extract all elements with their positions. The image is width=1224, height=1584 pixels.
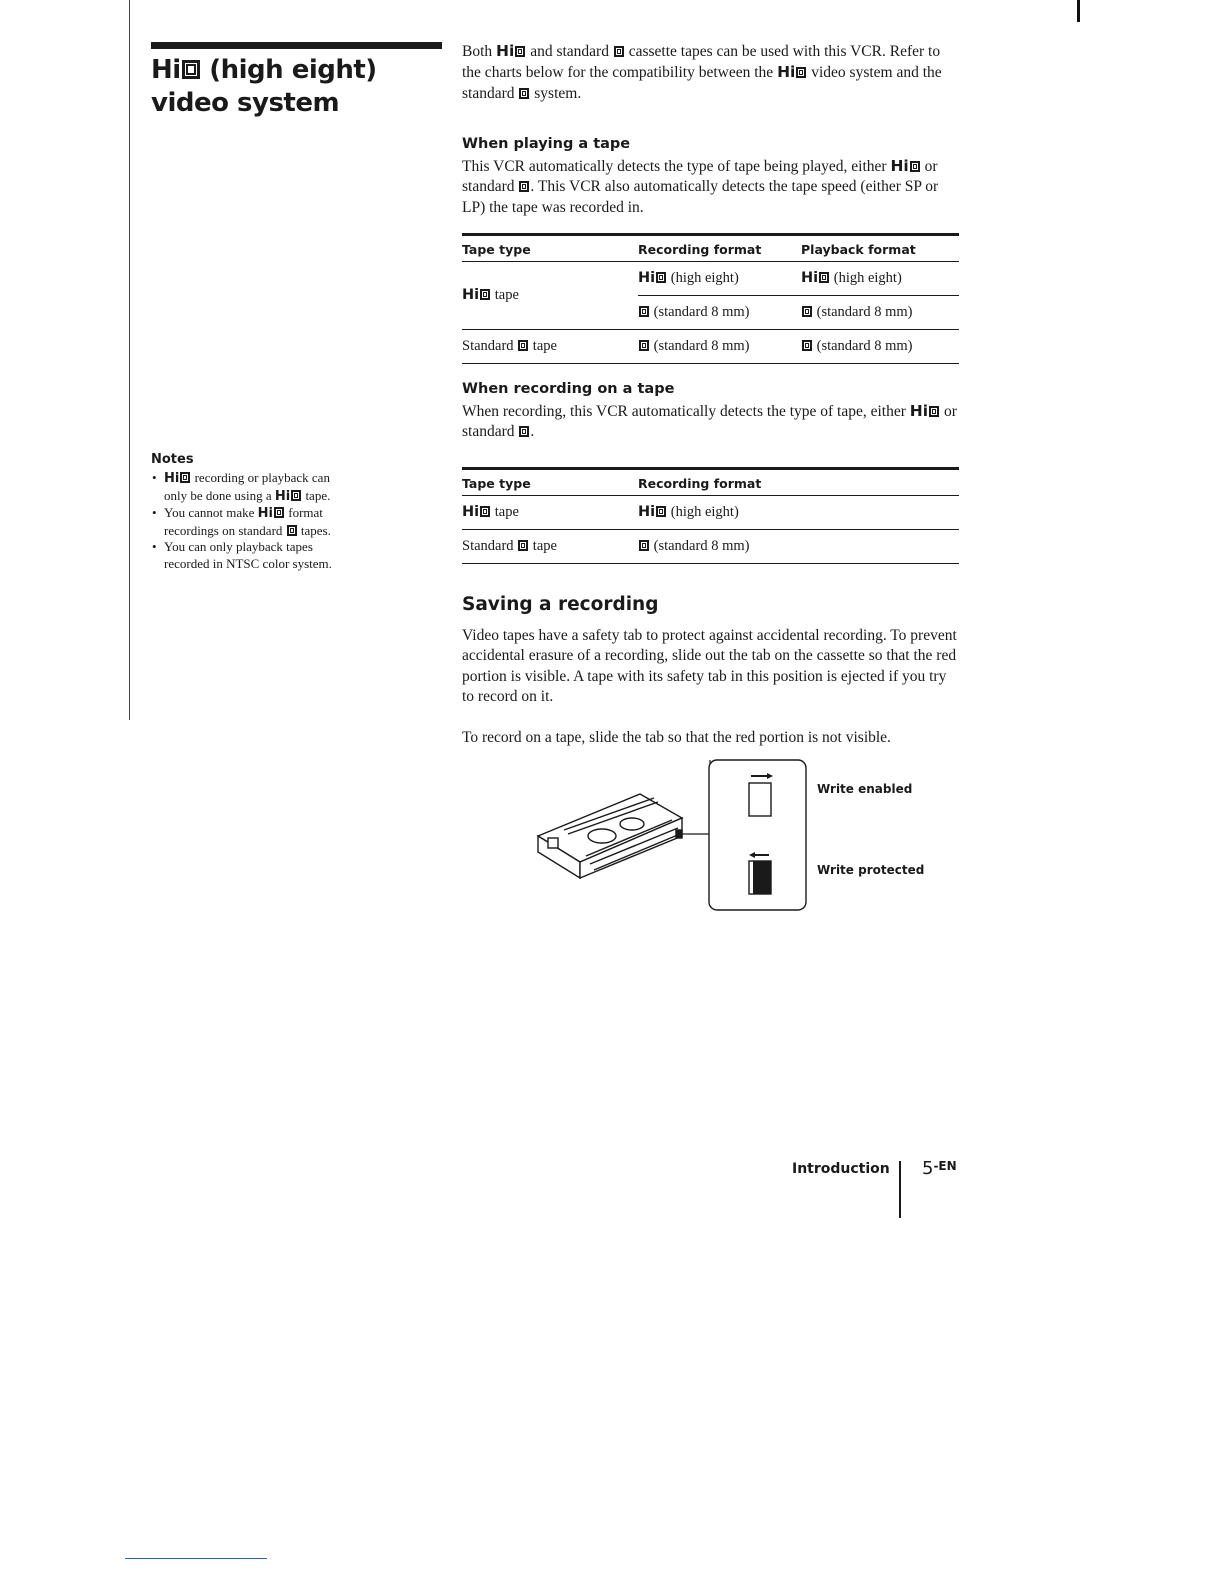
- eight-mark-icon: [274, 507, 284, 518]
- hi-text: Hi: [638, 270, 656, 286]
- eight-mark-icon: [802, 306, 812, 317]
- cell-text: (standard 8 mm): [813, 338, 913, 354]
- notes-heading: Notes: [151, 452, 194, 467]
- table-row: [462, 262, 959, 296]
- eight-mark-icon: [614, 46, 624, 57]
- cell-text: tape: [491, 504, 519, 520]
- text: or standard: [462, 158, 938, 196]
- eight-mark-icon: [819, 272, 829, 283]
- hi-text: Hi: [462, 504, 480, 520]
- eight-mark-icon: [518, 340, 528, 351]
- hi-text: Hi: [801, 270, 819, 286]
- title-rest: (high eight): [200, 55, 377, 85]
- note-text: You cannot make: [164, 505, 258, 520]
- note-text: tape.: [302, 487, 331, 503]
- eight-mark-icon: [802, 340, 812, 351]
- cell-text: (high eight): [667, 270, 739, 286]
- page-edge-mark: [1077, 0, 1080, 22]
- cell-text: tape: [491, 287, 519, 303]
- saving-paragraph-1: Video tapes have a safety tab to protect against accidental recording. To prevent accidental erasure of a recording, slide out the tab on the cassette so that the red portion is visible. A tape with its safety tab in this position is ejected if you try to record on it.: [462, 627, 957, 705]
- table-cell: [462, 262, 638, 330]
- note-item-1: [151, 470, 341, 505]
- eight-mark-icon: [639, 306, 649, 317]
- hi-text: Hi: [164, 471, 180, 486]
- text: or standard: [462, 403, 957, 441]
- playing-heading: When playing a tape: [462, 136, 631, 152]
- page-title: [151, 54, 441, 120]
- eight-mark-icon: [519, 181, 529, 192]
- eight-mark-icon: [180, 472, 190, 483]
- eight-mark-icon: [518, 540, 528, 551]
- eight-mark-icon: [796, 67, 806, 78]
- eight-mark-icon: [291, 490, 301, 501]
- hi-text: Hi: [777, 63, 796, 82]
- page-number: [922, 1158, 957, 1179]
- hi-text: Hi: [638, 504, 656, 520]
- text: video system and the standard: [462, 64, 942, 102]
- cell-text: tape: [529, 338, 557, 354]
- table-cell: [638, 262, 801, 296]
- eight-mark-icon: [656, 272, 666, 283]
- footer-section-name: Introduction: [792, 1161, 890, 1177]
- cell-text: (high eight): [830, 270, 902, 286]
- table-cell: [638, 496, 959, 530]
- hi-text: Hi: [274, 488, 291, 504]
- table-cell: [462, 530, 638, 564]
- note-text: format recordings on standard: [164, 505, 323, 538]
- table-cell: [638, 296, 801, 330]
- table-row: [462, 496, 959, 530]
- note-item-3: • You can only playback tapes recorded in NTSC color system.: [151, 539, 341, 572]
- table-cell: [801, 330, 959, 364]
- col-header: Recording format: [638, 469, 959, 496]
- saving-heading: Saving a recording: [462, 594, 659, 615]
- cell-text: (standard 8 mm): [650, 338, 750, 354]
- eight-mark-icon: [910, 161, 920, 172]
- hi-text: Hi: [890, 157, 909, 175]
- table-cell: [462, 330, 638, 364]
- recording-paragraph: [462, 401, 962, 443]
- hi-text: Hi: [257, 506, 273, 521]
- hi-text: Hi: [462, 287, 480, 303]
- note-text: tapes.: [297, 522, 331, 538]
- eight-mark-icon: [480, 289, 490, 300]
- notes-list: [151, 470, 341, 572]
- notes: [151, 452, 341, 572]
- title-line-2: video system: [151, 88, 340, 118]
- title-rule: [151, 42, 442, 49]
- cassette-safety-tab-figure: [530, 758, 950, 914]
- table-cell: [801, 262, 959, 296]
- text: .: [530, 423, 535, 441]
- table-row: [462, 330, 959, 364]
- table-cell: [638, 330, 801, 364]
- footer-divider: [899, 1161, 901, 1218]
- eight-mark-icon: [515, 46, 525, 57]
- page-number-value: 5: [922, 1158, 934, 1179]
- write-enabled-label: Write enabled: [817, 782, 913, 796]
- cell-text: (standard 8 mm): [650, 304, 750, 320]
- table-header-row: [462, 469, 959, 496]
- intro-paragraph: [462, 41, 962, 104]
- bottom-rule: [125, 1558, 267, 1559]
- table-cell: [462, 496, 638, 530]
- cell-text: (standard 8 mm): [813, 304, 913, 320]
- recording-heading: When recording on a tape: [462, 381, 675, 397]
- saving-paragraph-2: To record on a tape, slide the tab so that the red portion is not visible.: [462, 729, 891, 746]
- cell-text: (standard 8 mm): [650, 538, 750, 554]
- col-header: Tape type: [462, 469, 638, 496]
- eight-mark-icon: [519, 88, 529, 99]
- note-item-2: [151, 505, 341, 539]
- write-protected-label: Write protected: [817, 863, 925, 877]
- cassette-icon: [538, 794, 682, 878]
- text: and standard: [526, 43, 613, 60]
- col-header: Playback format: [801, 235, 959, 262]
- table-cell: [638, 530, 959, 564]
- hi-text: Hi: [496, 42, 515, 60]
- page-number-suffix: -EN: [933, 1159, 957, 1173]
- table-row: [462, 530, 959, 564]
- text: . This VCR also automatically detects the tape speed (either SP or LP) the tape was recorded in.: [462, 178, 939, 216]
- eight-mark-icon: [639, 540, 649, 551]
- text: Both: [462, 43, 497, 60]
- col-header: Tape type: [462, 235, 638, 262]
- note-text: recording or playback can only be done using a: [164, 470, 330, 503]
- eight-mark-icon: [929, 406, 939, 417]
- text: When recording, this VCR automatically detects the type of tape, either: [462, 403, 910, 420]
- col-header: Recording format: [638, 235, 801, 262]
- playing-paragraph: [462, 156, 962, 218]
- eight-mark-icon: [182, 60, 200, 79]
- recording-format-table: [462, 467, 959, 564]
- text: cassette tapes can be used with this VCR. Refer to the charts below for the compatibility between the: [462, 43, 941, 82]
- cell-text: Standard: [462, 338, 518, 354]
- cell-text: (high eight): [667, 504, 739, 520]
- text: This VCR automatically detects the type of tape being played, either: [462, 158, 891, 175]
- eight-mark-icon: [519, 426, 529, 437]
- title-line-1: [151, 54, 441, 87]
- cell-text: Standard: [462, 538, 518, 554]
- eight-mark-icon: [480, 506, 490, 517]
- table-cell: [801, 296, 959, 330]
- hi-text: Hi: [909, 402, 929, 420]
- eight-mark-icon: [656, 506, 666, 517]
- playback-compat-table: [462, 233, 959, 364]
- cell-text: tape: [529, 538, 557, 554]
- text: system.: [530, 84, 582, 102]
- title-hi: Hi: [151, 55, 181, 85]
- table-header-row: [462, 235, 959, 262]
- eight-mark-icon: [639, 340, 649, 351]
- page-edge-line: [129, 0, 130, 720]
- eight-mark-icon: [287, 525, 297, 536]
